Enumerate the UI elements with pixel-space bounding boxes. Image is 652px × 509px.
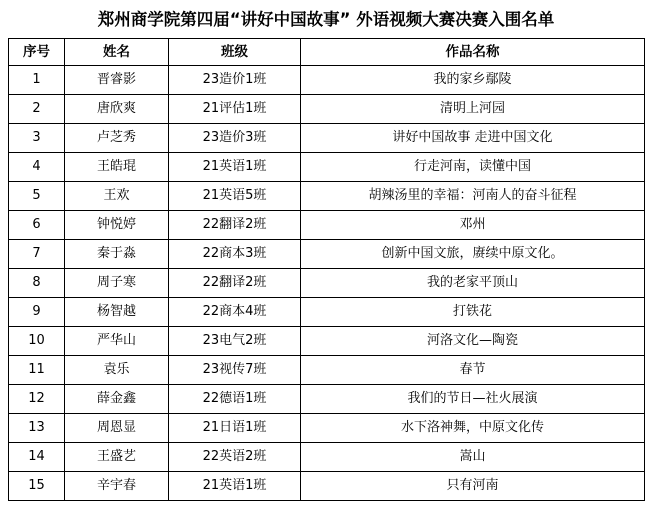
table-row (9, 153, 645, 182)
cell-work: 打铁花 (301, 298, 645, 327)
cell-work: 讲好中国故事 走进中国文化 (301, 124, 645, 153)
cell-class: 21英语1班 (169, 153, 301, 182)
cell-seq: 3 (9, 124, 65, 153)
cell-name: 杨智越 (65, 298, 169, 327)
table-row (9, 66, 645, 95)
cell-name: 唐欣爽 (65, 95, 169, 124)
finalists-table (8, 38, 645, 501)
cell-seq: 15 (9, 472, 65, 501)
cell-seq: 8 (9, 269, 65, 298)
cell-class: 22英语2班 (169, 443, 301, 472)
cell-work: 春节 (301, 356, 645, 385)
cell-seq: 11 (9, 356, 65, 385)
cell-class: 21日语1班 (169, 414, 301, 443)
cell-seq: 13 (9, 414, 65, 443)
table-row (9, 182, 645, 211)
cell-work: 河洛文化—陶瓷 (301, 327, 645, 356)
cell-seq: 10 (9, 327, 65, 356)
cell-name: 周子寒 (65, 269, 169, 298)
cell-name: 卢芝秀 (65, 124, 169, 153)
cell-class: 22翻译2班 (169, 269, 301, 298)
cell-seq: 6 (9, 211, 65, 240)
cell-seq: 1 (9, 66, 65, 95)
cell-work: 清明上河园 (301, 95, 645, 124)
cell-work: 只有河南 (301, 472, 645, 501)
cell-name: 晋睿影 (65, 66, 169, 95)
cell-work: 创新中国文旅，赓续中原文化。 (301, 240, 645, 269)
cell-name: 王皓琨 (65, 153, 169, 182)
cell-class: 22商本4班 (169, 298, 301, 327)
cell-seq: 9 (9, 298, 65, 327)
column-header-name: 姓名 (65, 39, 169, 66)
cell-name: 钟悦婷 (65, 211, 169, 240)
cell-name: 辛宇春 (65, 472, 169, 501)
table-row (9, 472, 645, 501)
cell-seq: 12 (9, 385, 65, 414)
cell-seq: 5 (9, 182, 65, 211)
table-row (9, 124, 645, 153)
cell-name: 严华山 (65, 327, 169, 356)
table-row (9, 240, 645, 269)
cell-seq: 4 (9, 153, 65, 182)
column-header-class: 班级 (169, 39, 301, 66)
cell-seq: 2 (9, 95, 65, 124)
page-title: 郑州商学院第四届“讲好中国故事” 外语视频大赛决赛入围名单 (97, 10, 555, 29)
cell-name: 周恩显 (65, 414, 169, 443)
column-header-seq: 序号 (9, 39, 65, 66)
cell-class: 21英语1班 (169, 472, 301, 501)
cell-work: 我们的节日—社火展演 (301, 385, 645, 414)
cell-class: 22翻译2班 (169, 211, 301, 240)
table-row (9, 95, 645, 124)
cell-seq: 7 (9, 240, 65, 269)
table-row (9, 443, 645, 472)
table-row (9, 356, 645, 385)
cell-work: 我的老家平顶山 (301, 269, 645, 298)
table-row (9, 327, 645, 356)
cell-work: 水下洛神舞，中原文化传 (301, 414, 645, 443)
cell-class: 22商本3班 (169, 240, 301, 269)
table-header-row (9, 39, 645, 66)
cell-seq: 14 (9, 443, 65, 472)
table-body (9, 66, 645, 501)
cell-class: 23电气2班 (169, 327, 301, 356)
cell-name: 袁乐 (65, 356, 169, 385)
table-row (9, 385, 645, 414)
cell-name: 薛金鑫 (65, 385, 169, 414)
cell-work: 邓州 (301, 211, 645, 240)
table-row (9, 298, 645, 327)
table-row (9, 414, 645, 443)
cell-work: 行走河南，读懂中国 (301, 153, 645, 182)
cell-name: 王盛艺 (65, 443, 169, 472)
column-header-work: 作品名称 (301, 39, 645, 66)
cell-work: 我的家乡鄢陵 (301, 66, 645, 95)
cell-name: 王欢 (65, 182, 169, 211)
cell-class: 23造价1班 (169, 66, 301, 95)
cell-class: 21英语5班 (169, 182, 301, 211)
cell-class: 21评估1班 (169, 95, 301, 124)
cell-work: 胡辣汤里的幸福：河南人的奋斗征程 (301, 182, 645, 211)
table-row (9, 211, 645, 240)
table-row (9, 269, 645, 298)
cell-class: 22德语1班 (169, 385, 301, 414)
cell-name: 秦于淼 (65, 240, 169, 269)
cell-class: 23视传7班 (169, 356, 301, 385)
cell-work: 嵩山 (301, 443, 645, 472)
cell-class: 23造价3班 (169, 124, 301, 153)
table-header (9, 39, 645, 66)
